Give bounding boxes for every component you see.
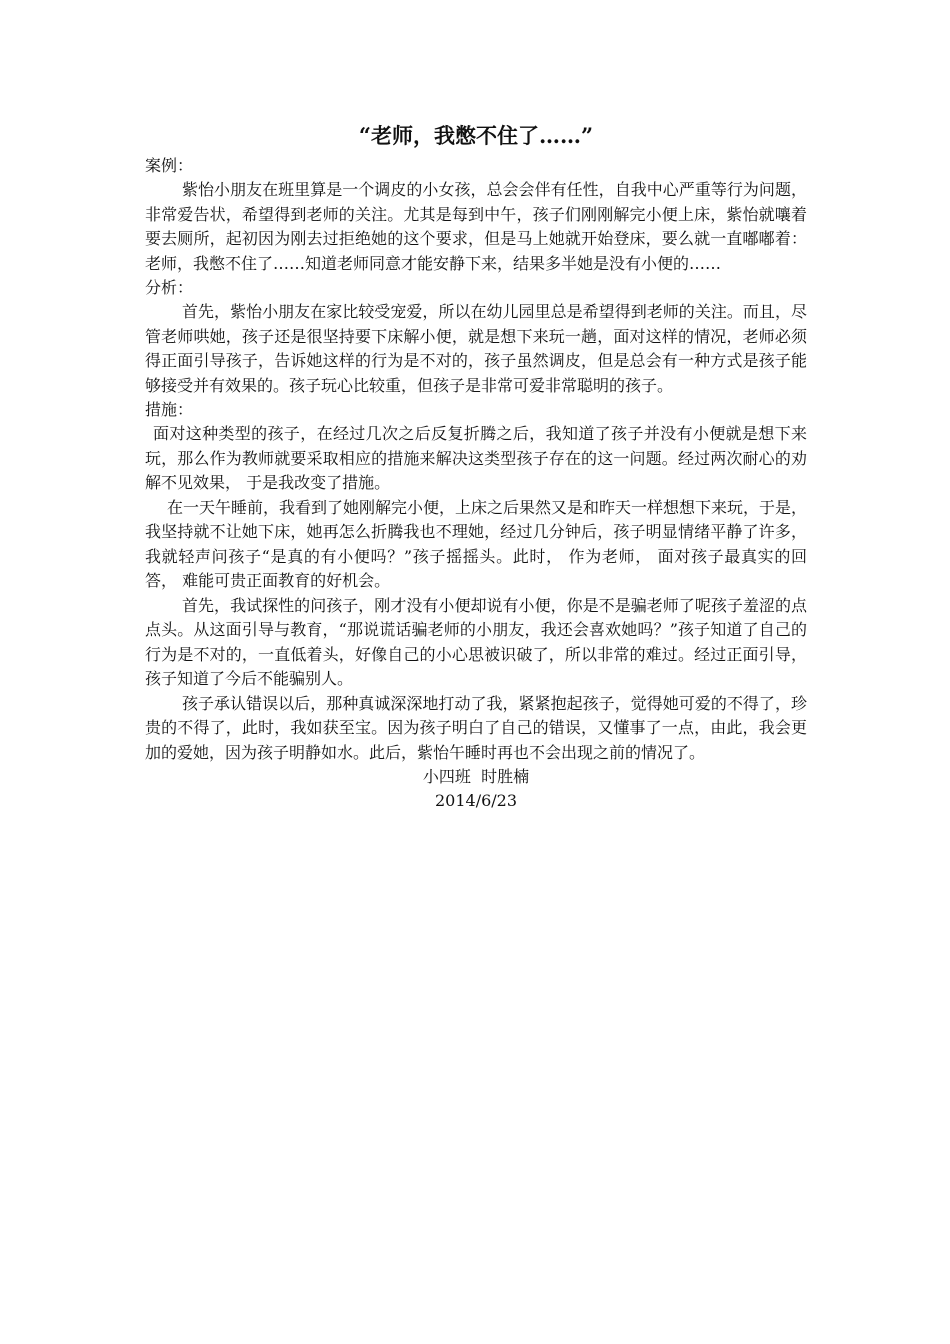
analysis-label: 分析： — [145, 278, 194, 297]
case-label: 案例： — [145, 156, 194, 175]
document-page — [145, 118, 807, 813]
measures-paragraph-4: 孩子承认错误以后，那种真诚深深地打动了我，紧紧抱起孩子，觉得她可爱的不得了，珍贵的不得了，此时，我如获至宝。因为孩子明白了自己的错误，又懂事了一点，由此，我会更加的爱她，因为孩子明静如水。此后，紫怡午睡时再也不会出现之前的情况了。 — [145, 693, 807, 762]
document-date: 2014/6/23 — [434, 791, 518, 810]
analysis-paragraph: 首先，紫怡小朋友在家比较受宠爱，所以在幼儿园里总是希望得到老师的关注。而且，尽管老师哄她，孩子还是很坚持要下床解小便，就是想下来玩一趟，面对这样的情况，老师必须得正面引导孩子，告诉她这样的行为是不对的，孩子虽然调皮，但是总会有一种方式是孩子能够接受并有效果的。孩子玩心比较重，但孩子是非常可爱非常聪明的孩子。 — [145, 302, 807, 395]
measures-label: 措施： — [145, 400, 194, 419]
measures-paragraph-2: 在一天午睡前，我看到了她刚解完小便，上床之后果然又是和昨天一样想想下来玩，于是，我坚持就不让她下床，她再怎么折腾我也不理她，经过几分钟后，孩子明显情绪平静了许多，我就轻声问孩子“是真的有小便吗？”孩子摇摇头。此时， 作为老师， 面对孩子最真实的回答， 难能可贵正面教育的好机会。 — [145, 497, 808, 590]
document-title: “老师，我憋不住了……” — [358, 123, 594, 148]
measures-paragraph-3: 首先，我试探性的问孩子，刚才没有小便却说有小便，你是不是骗老师了呢孩子羞涩的点点头。从这面引导与教育，“那说谎话骗老师的小朋友，我还会喜欢她吗？”孩子知道了自己的行为是不对的，一直低着头，好像自己的小心思被识破了，所以非常的难过。经过正面引导，孩子知道了今后不能骗别人。 — [145, 595, 807, 688]
signature: 小四班 时胜楠 — [422, 767, 530, 786]
measures-paragraph-1: 面对这种类型的孩子，在经过几次之后反复折腾之后，我知道了孩子并没有小便就是想下来玩，那么作为教师就要采取相应的措施来解决这类型孩子存在的这一问题。经过两次耐心的劝解不见效果， 于是我改变了措施。 — [145, 424, 807, 492]
case-paragraph: 紫怡小朋友在班里算是一个调皮的小女孩，总会会伴有任性，自我中心严重等行为问题，非常爱告状，希望得到老师的关注。尤其是每到中午，孩子们刚刚解完小便上床，紫怡就嚷着要去厕所，起初因为刚去过拒绝她的这个要求，但是马上她就开始登床，要么就一直嘟嘟着：老师，我憋不住了……知道老师同意才能安静下来，结果多半她是没有小便的…… — [145, 180, 807, 273]
